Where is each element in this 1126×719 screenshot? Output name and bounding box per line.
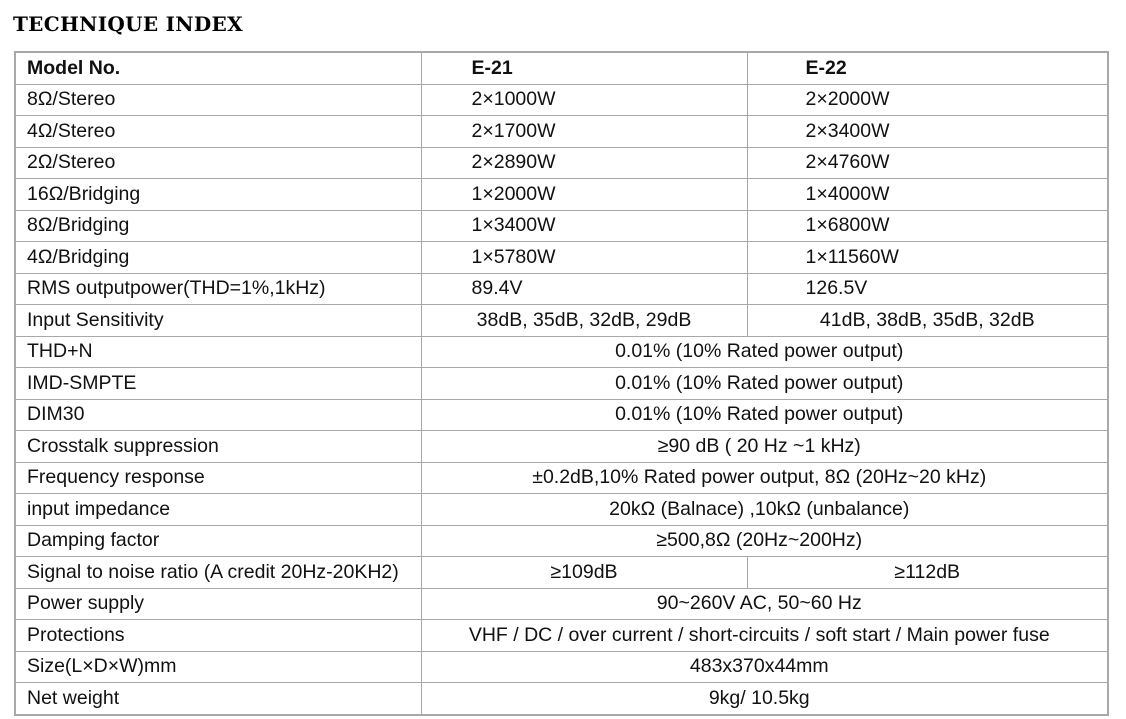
row-label: Damping factor — [15, 525, 421, 557]
row-label: Net weight — [15, 683, 421, 715]
table-row — [15, 179, 1108, 211]
row-label: Crosstalk suppression — [15, 431, 421, 463]
table-row — [15, 683, 1108, 715]
cell-e21: 1×5780W — [421, 242, 747, 274]
row-label: 8Ω/Bridging — [15, 210, 421, 242]
table-row — [15, 557, 1108, 589]
cell-e22: 2×3400W — [747, 116, 1108, 148]
table-row — [15, 494, 1108, 526]
cell-e21: 38dB, 35dB, 32dB, 29dB — [421, 305, 747, 337]
cell-e21: 2×1000W — [421, 84, 747, 116]
cell-e22: 126.5V — [747, 273, 1108, 305]
cell-e21: 89.4V — [421, 273, 747, 305]
cell-shared: 20kΩ (Balnace) ,10kΩ (unbalance) — [421, 494, 1108, 526]
cell-e21: ≥109dB — [421, 557, 747, 589]
table-header-row — [15, 52, 1108, 84]
cell-e21: 2×1700W — [421, 116, 747, 148]
row-label: 2Ω/Stereo — [15, 147, 421, 179]
table-row — [15, 273, 1108, 305]
row-label: Power supply — [15, 588, 421, 620]
row-label: 4Ω/Stereo — [15, 116, 421, 148]
row-label: 8Ω/Stereo — [15, 84, 421, 116]
row-label: 16Ω/Bridging — [15, 179, 421, 211]
row-label: Size(L×D×W)mm — [15, 651, 421, 683]
table-row — [15, 242, 1108, 274]
cell-e22: 2×4760W — [747, 147, 1108, 179]
cell-shared: 0.01% (10% Rated power output) — [421, 399, 1108, 431]
table-row — [15, 651, 1108, 683]
cell-shared: 0.01% (10% Rated power output) — [421, 368, 1108, 400]
row-label: Signal to noise ratio (A credit 20Hz-20KH2) — [15, 557, 421, 589]
cell-e21: 1×3400W — [421, 210, 747, 242]
header-e21: E-21 — [421, 52, 747, 84]
cell-e22: 1×6800W — [747, 210, 1108, 242]
table-row — [15, 431, 1108, 463]
cell-e22: ≥112dB — [747, 557, 1108, 589]
cell-shared: 0.01% (10% Rated power output) — [421, 336, 1108, 368]
header-e22: E-22 — [747, 52, 1108, 84]
row-label: DIM30 — [15, 399, 421, 431]
row-label: 4Ω/Bridging — [15, 242, 421, 274]
table-row — [15, 336, 1108, 368]
table-row — [15, 620, 1108, 652]
row-label: Protections — [15, 620, 421, 652]
cell-e22: 2×2000W — [747, 84, 1108, 116]
table-row — [15, 588, 1108, 620]
table-row — [15, 399, 1108, 431]
spec-table — [14, 51, 1109, 716]
table-row — [15, 147, 1108, 179]
cell-e22: 41dB, 38dB, 35dB, 32dB — [747, 305, 1108, 337]
row-label: RMS outputpower(THD=1%,1kHz) — [15, 273, 421, 305]
cell-shared: ≥500,8Ω (20Hz~200Hz) — [421, 525, 1108, 557]
cell-shared: ≥90 dB ( 20 Hz ~1 kHz) — [421, 431, 1108, 463]
cell-shared: 9kg/ 10.5kg — [421, 683, 1108, 715]
table-row — [15, 210, 1108, 242]
row-label: Input Sensitivity — [15, 305, 421, 337]
table-row — [15, 305, 1108, 337]
table-row — [15, 368, 1108, 400]
cell-e21: 2×2890W — [421, 147, 747, 179]
row-label: input impedance — [15, 494, 421, 526]
row-label: Frequency response — [15, 462, 421, 494]
cell-shared: ±0.2dB,10% Rated power output, 8Ω (20Hz~20 kHz) — [421, 462, 1108, 494]
row-label: IMD-SMPTE — [15, 368, 421, 400]
header-model-label: Model No. — [15, 52, 421, 84]
cell-shared: 483x370x44mm — [421, 651, 1108, 683]
table-row — [15, 462, 1108, 494]
cell-shared: VHF / DC / over current / short-circuits / soft start / Main power fuse — [421, 620, 1108, 652]
cell-e22: 1×11560W — [747, 242, 1108, 274]
table-row — [15, 84, 1108, 116]
table-row — [15, 525, 1108, 557]
cell-shared: 90~260V AC, 50~60 Hz — [421, 588, 1108, 620]
row-label: THD+N — [15, 336, 421, 368]
cell-e21: 1×2000W — [421, 179, 747, 211]
cell-e22: 1×4000W — [747, 179, 1108, 211]
table-row — [15, 116, 1108, 148]
page-title: TECHNIQUE INDEX — [13, 12, 243, 36]
